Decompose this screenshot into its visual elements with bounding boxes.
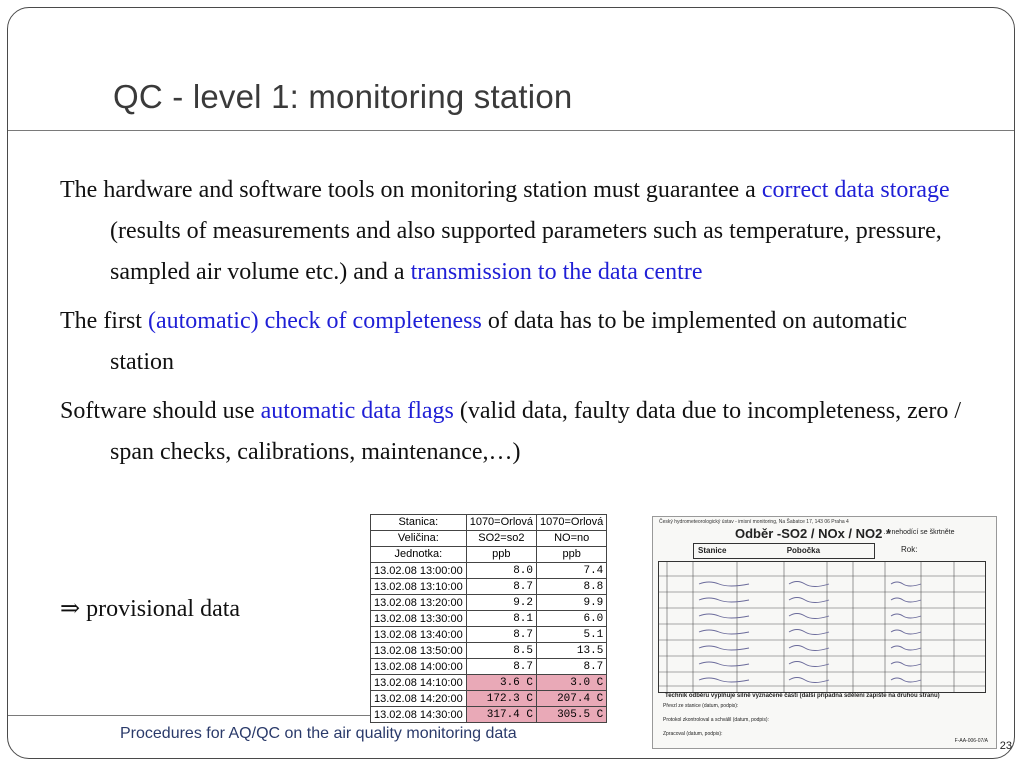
no-value-cell: 7.4 — [537, 563, 607, 579]
so2-value-cell: 8.1 — [466, 611, 536, 627]
highlight-transmission: transmission to the data centre — [410, 259, 703, 285]
form-signature-line: Protokol zkontroloval a schválil (datum, podpis): — [663, 717, 769, 723]
bullet-text: The first — [60, 308, 148, 334]
no-value-cell: 305.5 C — [537, 707, 607, 723]
bullet-list — [60, 170, 965, 481]
highlight-data-flags: automatic data flags — [260, 398, 454, 424]
table-row — [371, 707, 607, 723]
timestamp-cell: 13.02.08 14:30:00 — [371, 707, 467, 723]
footer-text: Procedures for AQ/QC on the air quality monitoring data — [120, 725, 517, 742]
bullet-text: of data has to be implemented on automatic station — [110, 308, 908, 375]
form-year-label: Rok: — [901, 545, 918, 554]
timestamp-cell: 13.02.08 13:30:00 — [371, 611, 467, 627]
timestamp-cell: 13.02.08 14:20:00 — [371, 691, 467, 707]
so2-value-cell: 8.5 — [466, 643, 536, 659]
bullet-completeness — [60, 301, 965, 383]
table-header-row — [371, 547, 607, 563]
form-signature-line: Převzl ze stanice (datum, podpis): — [663, 703, 739, 709]
table-header-cell: ppb — [537, 547, 607, 563]
form-code: F-AA-006-07/A — [954, 738, 988, 744]
implies-arrow: ⇒ — [60, 596, 81, 622]
table-header-row — [371, 515, 607, 531]
so2-value-cell: 3.6 C — [466, 675, 536, 691]
timestamp-cell: 13.02.08 13:10:00 — [371, 579, 467, 595]
table-header-row — [371, 531, 607, 547]
table-row — [371, 675, 607, 691]
timestamp-cell: 13.02.08 13:20:00 — [371, 595, 467, 611]
no-value-cell: 9.9 — [537, 595, 607, 611]
bullet-text: The hardware and software tools on monitoring station must guarantee a — [60, 177, 762, 203]
table-row — [371, 627, 607, 643]
table-header-cell: Jednotka: — [371, 547, 467, 563]
form-grid — [658, 561, 986, 693]
so2-value-cell: 317.4 C — [466, 707, 536, 723]
table-row — [371, 659, 607, 675]
bullet-text: (results of measurements and also supported parameters such as temperature, pressure, sampled air volume etc.) and a — [110, 218, 942, 285]
table-header-cell: Stanica: — [371, 515, 467, 531]
provisional-text: provisional data — [80, 596, 241, 622]
timestamp-cell: 13.02.08 14:00:00 — [371, 659, 467, 675]
table-row — [371, 563, 607, 579]
form-footer-note: Technik odběru vyplňuje silně vyznačené části (další případná sdělení zapište na druhou stranu) — [665, 693, 940, 699]
monitoring-data-table — [370, 514, 607, 723]
form-header-line: Český hydrometeorologický ústav - imisní monitoring, Na Šabatce 17, 143 06 Praha 4 — [659, 519, 849, 525]
highlight-check-completeness: (automatic) check of completeness — [147, 308, 482, 334]
no-value-cell: 8.7 — [537, 659, 607, 675]
so2-value-cell: 9.2 — [466, 595, 536, 611]
footer-divider — [8, 715, 370, 716]
timestamp-cell: 13.02.08 13:50:00 — [371, 643, 467, 659]
so2-value-cell: 8.7 — [466, 579, 536, 595]
no-value-cell: 6.0 — [537, 611, 607, 627]
scanned-sampling-form — [652, 516, 997, 749]
bullet-data-storage — [60, 170, 965, 293]
table-body — [371, 563, 607, 723]
table-header-cell: ppb — [466, 547, 536, 563]
no-value-cell: 5.1 — [537, 627, 607, 643]
slide-title: QC - level 1: monitoring station — [113, 78, 573, 115]
page-number: 23 — [999, 740, 1012, 752]
table-header-cell: NO=no — [537, 531, 607, 547]
table-row — [371, 595, 607, 611]
table-header-cell: 1070=Orlová — [466, 515, 536, 531]
highlight-correct-data-storage: correct data storage — [761, 177, 950, 203]
provisional-data-label — [60, 594, 240, 623]
table-header-cell: Veličina: — [371, 531, 467, 547]
table-row — [371, 691, 607, 707]
bullet-text: (valid data, faulty data due to incompleteness, zero / span checks, calibrations, maintenance,…) — [110, 398, 962, 465]
form-signature-line: Zpracoval (datum, podpis): — [663, 731, 723, 737]
table-header-cell: 1070=Orlová — [537, 515, 607, 531]
so2-value-cell: 172.3 C — [466, 691, 536, 707]
timestamp-cell: 13.02.08 13:40:00 — [371, 627, 467, 643]
no-value-cell: 13.5 — [537, 643, 607, 659]
so2-value-cell: 8.7 — [466, 659, 536, 675]
no-value-cell: 3.0 C — [537, 675, 607, 691]
bullet-flags — [60, 391, 965, 473]
so2-value-cell: 8.7 — [466, 627, 536, 643]
form-station-box — [693, 543, 875, 559]
so2-value-cell: 8.0 — [466, 563, 536, 579]
no-value-cell: 207.4 C — [537, 691, 607, 707]
form-branch-label: Pobočka — [786, 546, 821, 555]
table-row — [371, 643, 607, 659]
bullet-text: Software should use — [60, 398, 261, 424]
title-divider — [8, 130, 1014, 131]
no-value-cell: 8.8 — [537, 579, 607, 595]
form-title: Odběr -SO2 / NOx / NO2 * — [735, 526, 892, 541]
form-note: * ... nehodící se škrtněte — [879, 529, 955, 536]
table-row — [371, 611, 607, 627]
timestamp-cell: 13.02.08 14:10:00 — [371, 675, 467, 691]
table-header-cell: SO2=so2 — [466, 531, 536, 547]
table-row — [371, 579, 607, 595]
timestamp-cell: 13.02.08 13:00:00 — [371, 563, 467, 579]
form-station-label: Stanice — [698, 546, 727, 555]
